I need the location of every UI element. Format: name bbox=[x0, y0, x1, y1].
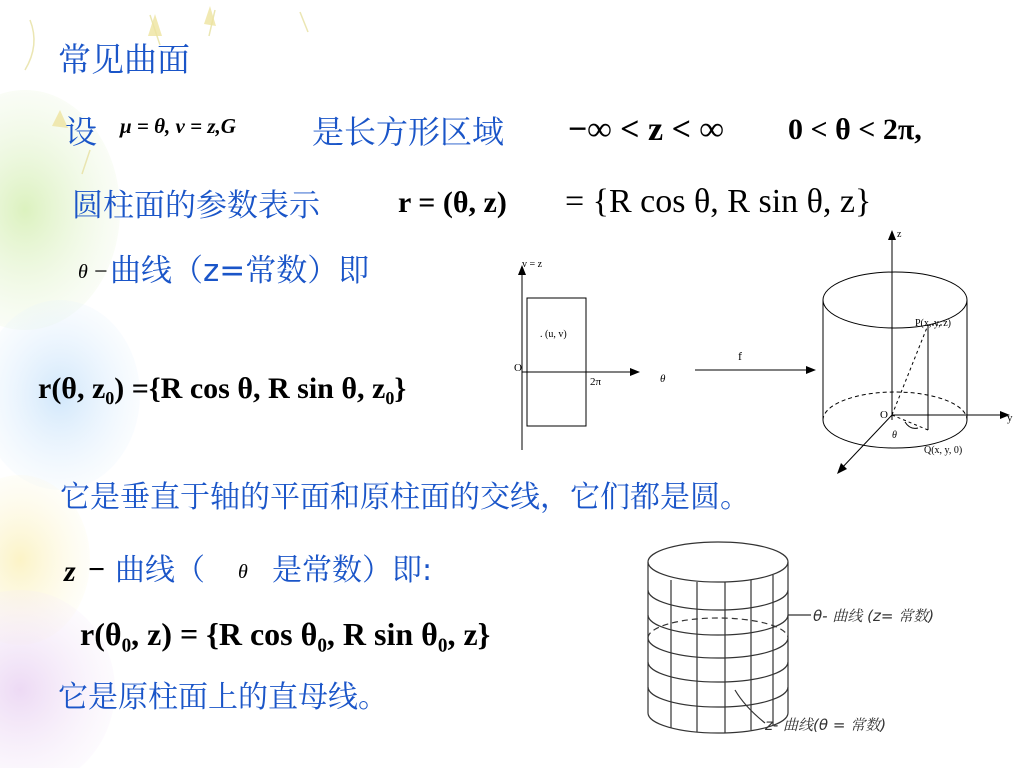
map-arrowhead bbox=[806, 366, 816, 374]
domain-z: −∞ < z < ∞ bbox=[568, 111, 724, 148]
angle-label: θ bbox=[892, 430, 897, 441]
x-axis bbox=[840, 415, 892, 470]
z-curve-label2: 是常数）即: bbox=[272, 553, 433, 588]
param-formula: μ = θ, v = z,G bbox=[120, 114, 236, 138]
theta-curve-formula: r(θ, z₀) ={R cos θ, R sin θ, z₀} bbox=[38, 372, 407, 405]
z-symbol: z bbox=[64, 555, 76, 588]
origin-label: O bbox=[514, 362, 522, 374]
theta-conclusion: 它是垂直于轴的平面和原柱面的交线，它们都是圆。 bbox=[60, 480, 750, 515]
point-uv-label: . (u, v) bbox=[540, 329, 567, 340]
line1-lead: 设 bbox=[65, 113, 98, 151]
domain-theta: 0 < θ < 2π, bbox=[788, 113, 922, 146]
sketch-z-label: z- 曲线(θ = 常数) bbox=[765, 716, 887, 734]
theta-symbol: θ bbox=[78, 261, 88, 283]
u-axis-arrow bbox=[630, 368, 640, 376]
op-line bbox=[892, 325, 928, 415]
theta-curve-label: 曲线（z=常数）即 bbox=[110, 253, 370, 289]
map-label: f bbox=[738, 349, 742, 363]
theta-axis-label: θ bbox=[660, 373, 666, 385]
parameter-rectangle bbox=[527, 298, 586, 426]
z-curve-label: 曲线（ bbox=[115, 553, 205, 588]
two-pi-label: 2π bbox=[590, 376, 602, 388]
sketch-theta-label: θ- 曲线 (z= 常数) bbox=[813, 607, 935, 625]
origin-3d-label: O bbox=[880, 409, 888, 421]
line2-text: 圆柱面的参数表示 bbox=[72, 188, 320, 224]
line1-text: 是长方形区域 bbox=[312, 113, 505, 151]
z-axis-label: z bbox=[897, 229, 902, 240]
z-conclusion: 它是原柱面上的直母线。 bbox=[58, 680, 388, 715]
cylinder-bottom-back bbox=[823, 392, 967, 420]
z-dash: − bbox=[88, 553, 106, 586]
point-p-label: P(x, y, z) bbox=[915, 318, 952, 329]
cylinder-formula-left: r = (θ, z) bbox=[398, 186, 507, 219]
cylinder-formula-right: = {R cos θ, R sin θ, z} bbox=[565, 183, 872, 220]
point-q-label: Q(x, y, 0) bbox=[924, 445, 963, 456]
z-curve-formula: r(θ₀, z) = {R cos θ₀, R sin θ₀, z} bbox=[80, 616, 491, 652]
mapping-diagram bbox=[500, 225, 1020, 480]
v-axis-label: v = z bbox=[522, 259, 543, 270]
oq-line bbox=[892, 415, 928, 430]
y-axis-label: y bbox=[1007, 412, 1013, 424]
cylinder-grid-sketch bbox=[635, 535, 1007, 760]
theta-dash: − bbox=[94, 259, 108, 285]
z-axis-arrow bbox=[888, 230, 896, 240]
z-curve-theta: θ bbox=[238, 561, 248, 583]
slide-title: 常见曲面 bbox=[58, 40, 190, 79]
